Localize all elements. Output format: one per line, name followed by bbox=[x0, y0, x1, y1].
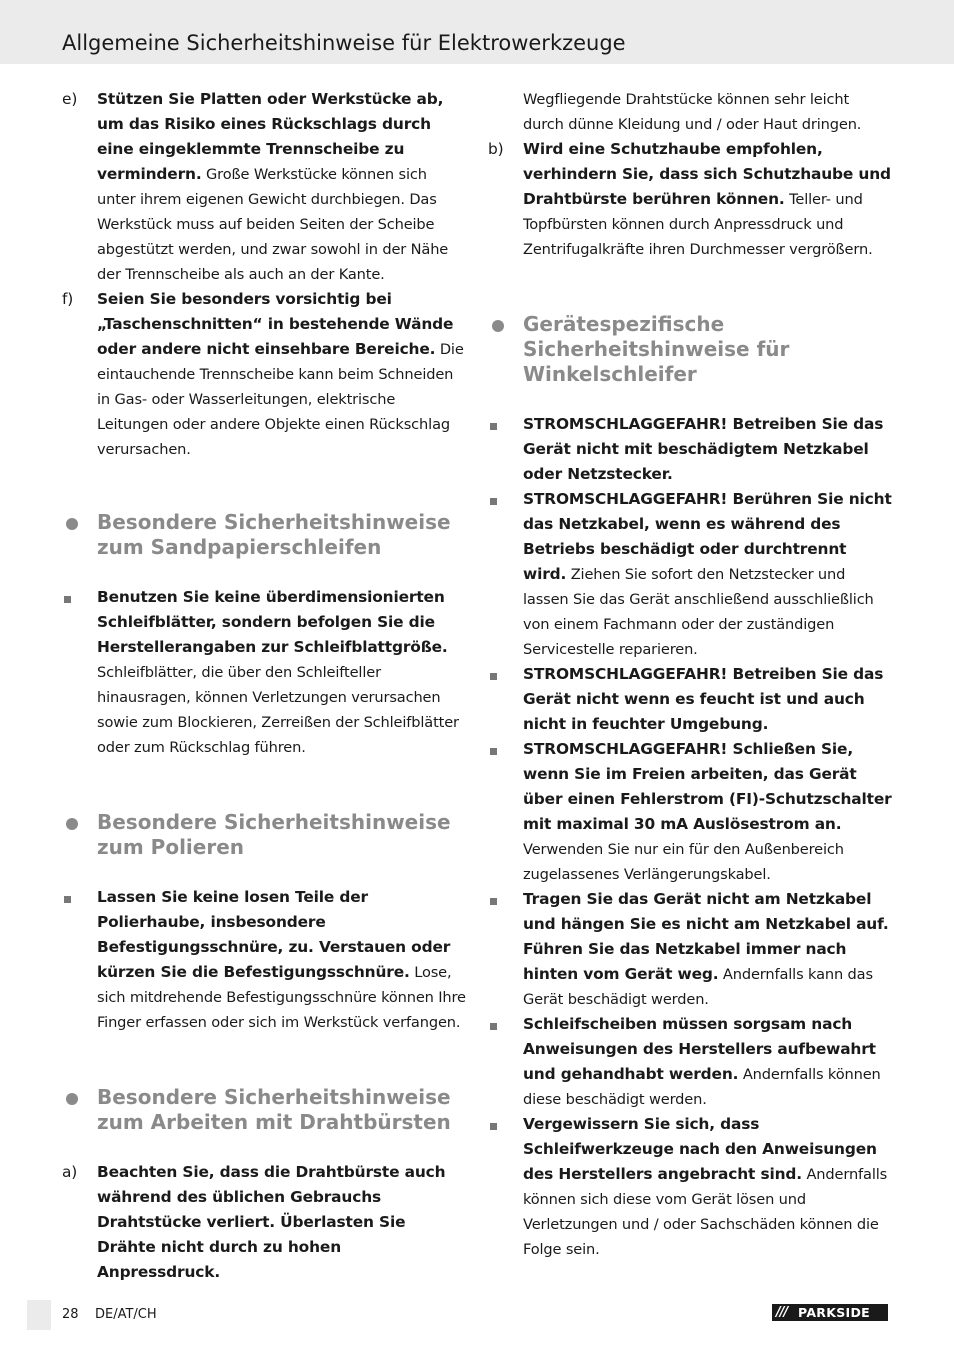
item-marker: f) bbox=[62, 290, 74, 308]
item-marker: b) bbox=[488, 140, 504, 158]
list-item-b bbox=[488, 137, 893, 262]
heading-bullet-icon bbox=[66, 818, 78, 830]
heading-text: Besondere Sicherheitshinweise zum Sandpapierschleifen bbox=[97, 510, 451, 559]
square-bullet-icon bbox=[490, 498, 497, 505]
item-bold-text: Stützen Sie Platten oder Werkstücke ab, um das Risiko eines Rückschlags durch eine eingeklemmte Trennscheibe zu vermindern. bbox=[97, 90, 444, 183]
item-text: Andernfalls können diese beschädigt werden. bbox=[523, 1066, 881, 1108]
item-bold-text: STROMSCHLAGGEFAHR! Berühren Sie nicht das Netzkabel, wenn es während des Betriebs beschädigt oder durchtrennt wird. bbox=[523, 490, 892, 583]
item-text: Teller- und Topfbürsten können durch Anpressdruck und Zentrifugalkräfte ihren Durchmesser vergrößern. bbox=[523, 191, 873, 258]
left-column bbox=[62, 87, 467, 1285]
item-text: Andernfalls können sich diese vom Gerät lösen und Verletzungen und / oder Sachschäden können die Folge sein. bbox=[523, 1166, 888, 1258]
square-bullet-icon bbox=[490, 898, 497, 905]
list-item bbox=[488, 1112, 893, 1262]
item-bold-text: Vergewissern Sie sich, dass Schleifwerkzeuge nach den Anweisungen des Herstellers angebracht sind. bbox=[523, 1115, 877, 1183]
page-header bbox=[0, 0, 954, 64]
heading-text: Besondere Sicherheitshinweise zum Polieren bbox=[97, 810, 451, 859]
item-bold-text: Wird eine Schutzhaube empfohlen, verhindern Sie, dass sich Schutzhaube und Drahtbürste berühren können. bbox=[523, 140, 891, 208]
item-bold-text: Seien Sie besonders vorsichtig bei „Taschenschnitten“ in bestehende Wände oder andere nicht einsehbare Bereiche. bbox=[97, 290, 454, 358]
item-text: Ziehen Sie sofort den Netzstecker und lassen Sie das Gerät anschließend ausschließlich von einem Fachmann oder der zuständigen Servicestelle reparieren. bbox=[523, 566, 874, 658]
item-bold-text: Lassen Sie keine losen Teile der Polierhaube, insbesondere Befestigungsschnüre, zu. Verstauen oder kürzen Sie die Befestigungsschnüre. bbox=[97, 888, 451, 981]
square-bullet-icon bbox=[490, 423, 497, 430]
footer-page-marker bbox=[27, 1300, 51, 1330]
square-bullet-icon bbox=[490, 673, 497, 680]
item-text: Verwenden Sie nur ein für den Außenbereich zugelassenes Verlängerungskabel. bbox=[523, 841, 844, 883]
square-bullet-icon bbox=[64, 896, 71, 903]
item-marker: e) bbox=[62, 90, 78, 108]
section-heading-wire-brush bbox=[62, 1085, 467, 1135]
list-item-e bbox=[62, 87, 467, 287]
item-bold-text: STROMSCHLAGGEFAHR! Schließen Sie, wenn Sie im Freien arbeiten, das Gerät über einen Fehlerstrom (FI)-Schutzschalter mit maximal 30 mA Auslösestrom an. bbox=[523, 740, 892, 833]
section-heading-sandpaper bbox=[62, 510, 467, 560]
list-item-polishing bbox=[62, 885, 467, 1035]
list-item bbox=[488, 487, 893, 662]
list-item-f bbox=[62, 287, 467, 462]
page-number: 28 bbox=[62, 1307, 79, 1322]
item-text: Die eintauchende Trennscheibe kann beim Schneiden in Gas- oder Wasserleitungen, elektrische Leitungen oder andere Objekte einen Rückschlag verursachen. bbox=[97, 341, 464, 458]
logo-text: PARKSIDE bbox=[798, 1305, 870, 1320]
heading-text: Besondere Sicherheitshinweise zum Arbeiten mit Drahtbürsten bbox=[97, 1085, 451, 1134]
item-bold-text: Benutzen Sie keine überdimensionierten Schleifblätter, sondern befolgen Sie die Herstellerangaben zur Schleifblattgröße. bbox=[97, 588, 448, 656]
parkside-logo bbox=[772, 1304, 888, 1321]
list-item-a-continued: Wegfliegende Drahtstücke können sehr leicht durch dünne Kleidung und / oder Haut dringen. bbox=[523, 91, 862, 133]
page-title: Allgemeine Sicherheitshinweise für Elektrowerkzeuge bbox=[62, 31, 626, 55]
item-bold-text: Beachten Sie, dass die Drahtbürste auch während des üblichen Gebrauchs Drahtstücke verliert. Überlasten Sie Drähte nicht durch zu hohen Anpressdruck. bbox=[97, 1163, 446, 1281]
item-text: Schleifblätter, die über den Schleifteller hinausragen, können Verletzungen verursachen sowie zum Blockieren, Zerreißen der Schleifblätter oder zum Rückschlag führen. bbox=[97, 664, 459, 756]
list-item bbox=[488, 1012, 893, 1112]
item-text: Große Werkstücke können sich unter ihrem eigenen Gewicht durchbiegen. Das Werkstück muss auf beiden Seiten der Scheibe abgestützt werden, und zwar sowohl in der Nähe der Trennscheibe als auch an der Kante. bbox=[97, 166, 449, 283]
list-item-a bbox=[62, 1160, 467, 1285]
list-item bbox=[488, 662, 893, 737]
square-bullet-icon bbox=[490, 748, 497, 755]
item-marker: a) bbox=[62, 1163, 78, 1181]
section-heading-device-specific bbox=[488, 312, 893, 387]
item-text: Lose, sich mitdrehende Befestigungsschnüre können Ihre Finger erfassen oder sich im Werkstück verfangen. bbox=[97, 964, 466, 1031]
item-bold-text: Schleifscheiben müssen sorgsam nach Anweisungen des Herstellers aufbewahrt und gehandhabt werden. bbox=[523, 1015, 876, 1083]
logo-slashes-icon: /// bbox=[776, 1305, 788, 1320]
country-codes: DE/AT/CH bbox=[95, 1307, 157, 1322]
item-bold-text: STROMSCHLAGGEFAHR! Betreiben Sie das Gerät nicht mit beschädigtem Netzkabel oder Netzstecker. bbox=[523, 415, 884, 483]
heading-text: Gerätespezifische Sicherheitshinweise für Winkelschleifer bbox=[523, 312, 790, 386]
item-bold-text: Tragen Sie das Gerät nicht am Netzkabel und hängen Sie es nicht am Netzkabel auf. Führen Sie das Netzkabel immer nach hinten vom Gerät weg. bbox=[523, 890, 889, 983]
list-item bbox=[488, 737, 893, 887]
list-item bbox=[488, 412, 893, 487]
item-bold-text: STROMSCHLAGGEFAHR! Betreiben Sie das Gerät nicht wenn es feucht ist und auch nicht in feuchter Umgebung. bbox=[523, 665, 884, 733]
heading-bullet-icon bbox=[66, 1093, 78, 1105]
device-bullet-list bbox=[488, 412, 893, 1262]
right-column bbox=[488, 87, 893, 1262]
list-item bbox=[488, 887, 893, 1012]
heading-bullet-icon bbox=[492, 320, 504, 332]
square-bullet-icon bbox=[490, 1123, 497, 1130]
square-bullet-icon bbox=[64, 596, 71, 603]
list-item-sandpaper bbox=[62, 585, 467, 760]
item-text: Andernfalls kann das Gerät beschädigt werden. bbox=[523, 966, 873, 1008]
square-bullet-icon bbox=[490, 1023, 497, 1030]
heading-bullet-icon bbox=[66, 518, 78, 530]
section-heading-polishing bbox=[62, 810, 467, 860]
